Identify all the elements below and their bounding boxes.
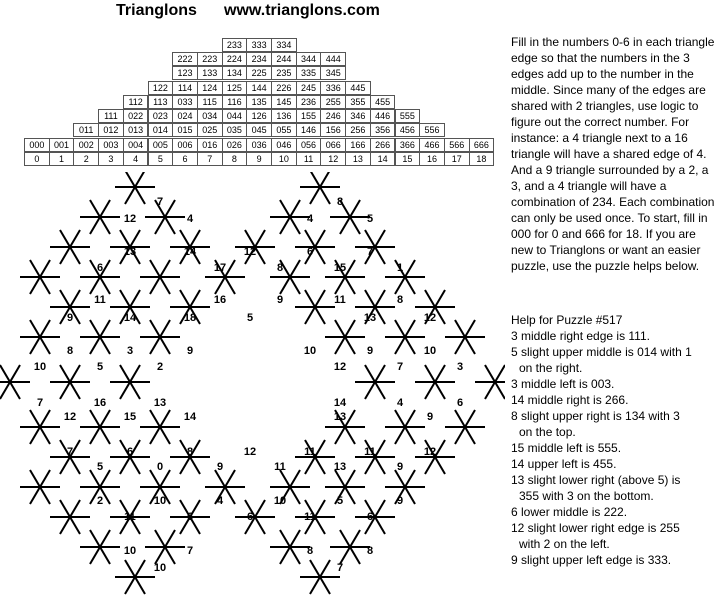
triangle-number: 8 bbox=[336, 196, 344, 208]
hint-line: 13 slight lower right (above 5) is bbox=[511, 473, 681, 487]
combo-cell: 234 bbox=[246, 52, 272, 66]
triangle-number: 12 bbox=[63, 411, 77, 423]
combo-cell: 245 bbox=[296, 81, 322, 95]
triangle-number: 14 bbox=[183, 246, 197, 258]
triangle-number: 13 bbox=[333, 461, 347, 473]
triangle-number: 0 bbox=[156, 461, 164, 473]
combo-cell: 244 bbox=[271, 52, 297, 66]
triangle-number: 12 bbox=[243, 246, 257, 258]
sum-cell: 10 bbox=[271, 152, 297, 166]
combo-cell: 006 bbox=[172, 138, 198, 152]
triangle-number: 8 bbox=[66, 345, 74, 357]
triangle-number: 1 bbox=[396, 262, 404, 274]
hint-line: with 2 on the left. bbox=[519, 537, 610, 551]
site-url: www.trianglons.com bbox=[224, 2, 380, 19]
combo-cell: 056 bbox=[296, 138, 322, 152]
instructions-text: Fill in the numbers 0-6 in each triangle edge so that the numbers in the 3 edges add up to the number in the middle. Since many of the edges are shared with 2 triangles, use logic to figure out the correct number. For instance: a 4 triangle next to a 16 triangle will have a shared edge of 4. And a 9 triangle surrounded by a 2, a 3, and a 4 triangle will have a combination of 234. Each combination can only be used once. To start, fill in 000 for 0 and 666 for 18. If you are new to Trianglons or want an easier puzzle, use the puzzle helps below. bbox=[511, 35, 715, 273]
combo-cell: 344 bbox=[296, 52, 322, 66]
triangle-number: 8 bbox=[276, 262, 284, 274]
triangle-number: 2 bbox=[96, 495, 104, 507]
triangle-number: 10 bbox=[303, 345, 317, 357]
combo-cell: 044 bbox=[222, 109, 248, 123]
combo-cell: 155 bbox=[296, 109, 322, 123]
hint-line: on the top. bbox=[519, 425, 576, 439]
triangle-number: 10 bbox=[33, 361, 47, 373]
sum-cell: 17 bbox=[444, 152, 470, 166]
combo-cell: 046 bbox=[271, 138, 297, 152]
triangle-number: 11 bbox=[94, 294, 106, 306]
hint-line: 5 slight upper middle is 014 with 1 bbox=[511, 345, 692, 359]
combo-cell: 666 bbox=[469, 138, 495, 152]
combo-cell: 345 bbox=[320, 66, 346, 80]
combo-cell: 455 bbox=[370, 95, 396, 109]
triangle-number: 4 bbox=[216, 495, 224, 507]
triangle-number: 14 bbox=[183, 411, 197, 423]
combo-cell: 266 bbox=[370, 138, 396, 152]
hint-line: 12 slight lower right edge is 255 bbox=[511, 521, 680, 535]
triangle-number: 6 bbox=[306, 246, 314, 258]
combo-cell: 335 bbox=[296, 66, 322, 80]
combo-cell: 225 bbox=[246, 66, 272, 80]
page-title: Trianglons bbox=[116, 2, 197, 19]
combo-cell: 346 bbox=[345, 109, 371, 123]
triangle-number: 4 bbox=[306, 213, 314, 225]
triangle-number: 11 bbox=[274, 461, 286, 473]
combo-cell: 456 bbox=[395, 123, 421, 137]
triangle-number: 9 bbox=[186, 345, 194, 357]
triangle-number: 8 bbox=[396, 294, 404, 306]
sum-cell: 16 bbox=[419, 152, 445, 166]
hint-line: on the right. bbox=[519, 361, 583, 375]
sum-cell: 11 bbox=[296, 152, 322, 166]
triangle-number: 4 bbox=[186, 213, 194, 225]
sum-cell: 6 bbox=[172, 152, 198, 166]
triangle-number: 8 bbox=[306, 545, 314, 557]
combo-cell: 123 bbox=[172, 66, 198, 80]
combo-cell: 045 bbox=[246, 123, 272, 137]
combo-cell: 255 bbox=[320, 95, 346, 109]
triangle-number: 10 bbox=[273, 495, 287, 507]
combo-cell: 444 bbox=[320, 52, 346, 66]
combo-cell: 236 bbox=[296, 95, 322, 109]
triangle-number: 12 bbox=[333, 361, 347, 373]
combo-cell: 024 bbox=[172, 109, 198, 123]
combo-cell: 145 bbox=[271, 95, 297, 109]
triangle-number: 12 bbox=[423, 312, 437, 324]
hint-list bbox=[511, 328, 719, 568]
triangle-number: 6 bbox=[246, 511, 254, 523]
combo-cell: 066 bbox=[320, 138, 346, 152]
triangle-number: 14 bbox=[123, 312, 137, 324]
combo-cell: 115 bbox=[197, 95, 223, 109]
sum-cell: 15 bbox=[395, 152, 421, 166]
triangle-number: 10 bbox=[423, 345, 437, 357]
combo-cell: 112 bbox=[123, 95, 149, 109]
combo-cell: 013 bbox=[123, 123, 149, 137]
triangle-number: 6 bbox=[186, 511, 194, 523]
sum-cell: 4 bbox=[123, 152, 149, 166]
combo-cell: 235 bbox=[271, 66, 297, 80]
hint-line: 8 slight upper right is 134 with 3 bbox=[511, 409, 680, 423]
combo-cell: 015 bbox=[172, 123, 198, 137]
triangle-number: 13 bbox=[123, 246, 137, 258]
combo-cell: 001 bbox=[49, 138, 75, 152]
sum-cell: 2 bbox=[73, 152, 99, 166]
triangle-number: 4 bbox=[396, 397, 404, 409]
sum-cell: 9 bbox=[246, 152, 272, 166]
triangle-number: 16 bbox=[93, 397, 107, 409]
combo-cell: 023 bbox=[148, 109, 174, 123]
triangle-number: 18 bbox=[183, 312, 197, 324]
combo-cell: 012 bbox=[98, 123, 124, 137]
hint-line: 355 with 3 on the bottom. bbox=[519, 489, 654, 503]
triangle-number: 9 bbox=[276, 294, 284, 306]
combo-cell: 224 bbox=[222, 52, 248, 66]
triangle-number: 15 bbox=[333, 262, 347, 274]
triangle-number: 6 bbox=[366, 511, 374, 523]
help-heading: Help for Puzzle #517 bbox=[511, 313, 623, 327]
combo-cell: 111 bbox=[98, 109, 124, 123]
combo-cell: 134 bbox=[222, 66, 248, 80]
combo-cell: 334 bbox=[271, 38, 297, 52]
triangle-number: 11 bbox=[304, 511, 316, 523]
triangle-number: 11 bbox=[364, 446, 376, 458]
sum-cell: 3 bbox=[98, 152, 124, 166]
hint-line: 9 slight upper left edge is 333. bbox=[511, 553, 672, 567]
combo-cell: 126 bbox=[246, 109, 272, 123]
combo-cell: 124 bbox=[197, 81, 223, 95]
triangle-number: 9 bbox=[216, 461, 224, 473]
triangle-number: 3 bbox=[456, 361, 464, 373]
combo-cell: 466 bbox=[419, 138, 445, 152]
triangle-number: 7 bbox=[36, 397, 44, 409]
triangle-number: 3 bbox=[126, 345, 134, 357]
hint-line: 3 middle right edge is 111. bbox=[511, 329, 650, 343]
combo-cell: 114 bbox=[172, 81, 198, 95]
hint-line: 14 upper left is 455. bbox=[511, 457, 617, 471]
combo-cell: 144 bbox=[246, 81, 272, 95]
triangle-number: 13 bbox=[363, 312, 377, 324]
combo-cell: 146 bbox=[296, 123, 322, 137]
combo-cell: 233 bbox=[222, 38, 248, 52]
combo-cell: 566 bbox=[444, 138, 470, 152]
combo-cell: 000 bbox=[24, 138, 50, 152]
combo-cell: 156 bbox=[320, 123, 346, 137]
triangle-number: 2 bbox=[156, 361, 164, 373]
help-section bbox=[511, 312, 719, 568]
triangle-number: 8 bbox=[366, 545, 374, 557]
triangle-number: 11 bbox=[304, 446, 316, 458]
triangle-number: 10 bbox=[153, 495, 167, 507]
combo-cell: 223 bbox=[197, 52, 223, 66]
combo-cell: 113 bbox=[148, 95, 174, 109]
triangle-number: 6 bbox=[456, 397, 464, 409]
combination-table bbox=[0, 0, 500, 170]
combo-cell: 125 bbox=[222, 81, 248, 95]
combo-cell: 014 bbox=[148, 123, 174, 137]
triangle-number: 10 bbox=[123, 545, 137, 557]
combo-cell: 445 bbox=[345, 81, 371, 95]
triangle-number: 15 bbox=[123, 411, 137, 423]
combo-cell: 003 bbox=[98, 138, 124, 152]
sum-cell: 8 bbox=[222, 152, 248, 166]
combo-cell: 036 bbox=[246, 138, 272, 152]
triangle-number: 9 bbox=[396, 495, 404, 507]
puzzle-grid bbox=[0, 172, 505, 595]
combo-cell: 356 bbox=[370, 123, 396, 137]
triangle-number: 13 bbox=[153, 397, 167, 409]
triangle-number: 5 bbox=[246, 312, 254, 324]
sum-cell: 13 bbox=[345, 152, 371, 166]
combo-cell: 004 bbox=[123, 138, 149, 152]
sum-cell: 12 bbox=[320, 152, 346, 166]
hint-line: 15 middle left is 555. bbox=[511, 441, 622, 455]
combo-cell: 005 bbox=[148, 138, 174, 152]
triangle-number: 7 bbox=[366, 246, 374, 258]
sum-cell: 14 bbox=[370, 152, 396, 166]
triangle-number: 13 bbox=[333, 411, 347, 423]
combo-cell: 122 bbox=[148, 81, 174, 95]
combo-cell: 035 bbox=[222, 123, 248, 137]
combo-cell: 166 bbox=[345, 138, 371, 152]
triangle-number: 11 bbox=[334, 294, 346, 306]
combo-cell: 022 bbox=[123, 109, 149, 123]
triangle-number: 17 bbox=[213, 262, 227, 274]
triangle-number: 11 bbox=[124, 511, 136, 523]
triangle-number: 5 bbox=[336, 495, 344, 507]
hint-line: 6 lower middle is 222. bbox=[511, 505, 628, 519]
combo-cell: 133 bbox=[197, 66, 223, 80]
combo-cell: 011 bbox=[73, 123, 99, 137]
sum-cell: 0 bbox=[24, 152, 50, 166]
triangle-number: 9 bbox=[66, 312, 74, 324]
triangle-number: 8 bbox=[186, 446, 194, 458]
triangle-number: 10 bbox=[153, 562, 167, 574]
triangle-number: 12 bbox=[423, 446, 437, 458]
sum-cell: 1 bbox=[49, 152, 75, 166]
combo-cell: 226 bbox=[271, 81, 297, 95]
triangle-number: 9 bbox=[366, 345, 374, 357]
combo-cell: 034 bbox=[197, 109, 223, 123]
triangle-number: 9 bbox=[396, 461, 404, 473]
combo-cell: 135 bbox=[246, 95, 272, 109]
hint-line: 3 middle left is 003. bbox=[511, 377, 615, 391]
triangle-number: 14 bbox=[333, 397, 347, 409]
combo-cell: 256 bbox=[345, 123, 371, 137]
triangle-number: 16 bbox=[213, 294, 227, 306]
combo-cell: 025 bbox=[197, 123, 223, 137]
triangle-number: 7 bbox=[66, 446, 74, 458]
triangle-number: 7 bbox=[186, 545, 194, 557]
puzzle-board bbox=[0, 172, 505, 595]
combo-cell: 246 bbox=[320, 109, 346, 123]
triangle-number: 5 bbox=[96, 361, 104, 373]
triangle-number: 6 bbox=[126, 446, 134, 458]
triangle-number: 12 bbox=[243, 446, 257, 458]
triangle-number: 12 bbox=[123, 213, 137, 225]
combo-cell: 555 bbox=[395, 109, 421, 123]
combo-cell: 336 bbox=[320, 81, 346, 95]
triangle-number: 7 bbox=[396, 361, 404, 373]
combo-cell: 033 bbox=[172, 95, 198, 109]
combo-cell: 446 bbox=[370, 109, 396, 123]
triangle-number: 6 bbox=[96, 262, 104, 274]
sum-cell: 5 bbox=[148, 152, 174, 166]
triangle-number: 5 bbox=[366, 213, 374, 225]
triangle-number: 7 bbox=[336, 562, 344, 574]
combo-cell: 136 bbox=[271, 109, 297, 123]
combo-cell: 333 bbox=[246, 38, 272, 52]
combo-cell: 222 bbox=[172, 52, 198, 66]
combo-cell: 116 bbox=[222, 95, 248, 109]
sum-cell: 7 bbox=[197, 152, 223, 166]
combo-cell: 026 bbox=[222, 138, 248, 152]
combo-cell: 556 bbox=[419, 123, 445, 137]
sum-cell: 18 bbox=[469, 152, 495, 166]
triangle-number: 5 bbox=[96, 461, 104, 473]
combo-cell: 366 bbox=[395, 138, 421, 152]
combo-cell: 016 bbox=[197, 138, 223, 152]
triangle-number: 7 bbox=[156, 196, 164, 208]
combo-cell: 355 bbox=[345, 95, 371, 109]
triangle-number: 9 bbox=[426, 411, 434, 423]
combo-cell: 002 bbox=[73, 138, 99, 152]
combo-cell: 055 bbox=[271, 123, 297, 137]
hint-line: 14 middle right is 266. bbox=[511, 393, 629, 407]
